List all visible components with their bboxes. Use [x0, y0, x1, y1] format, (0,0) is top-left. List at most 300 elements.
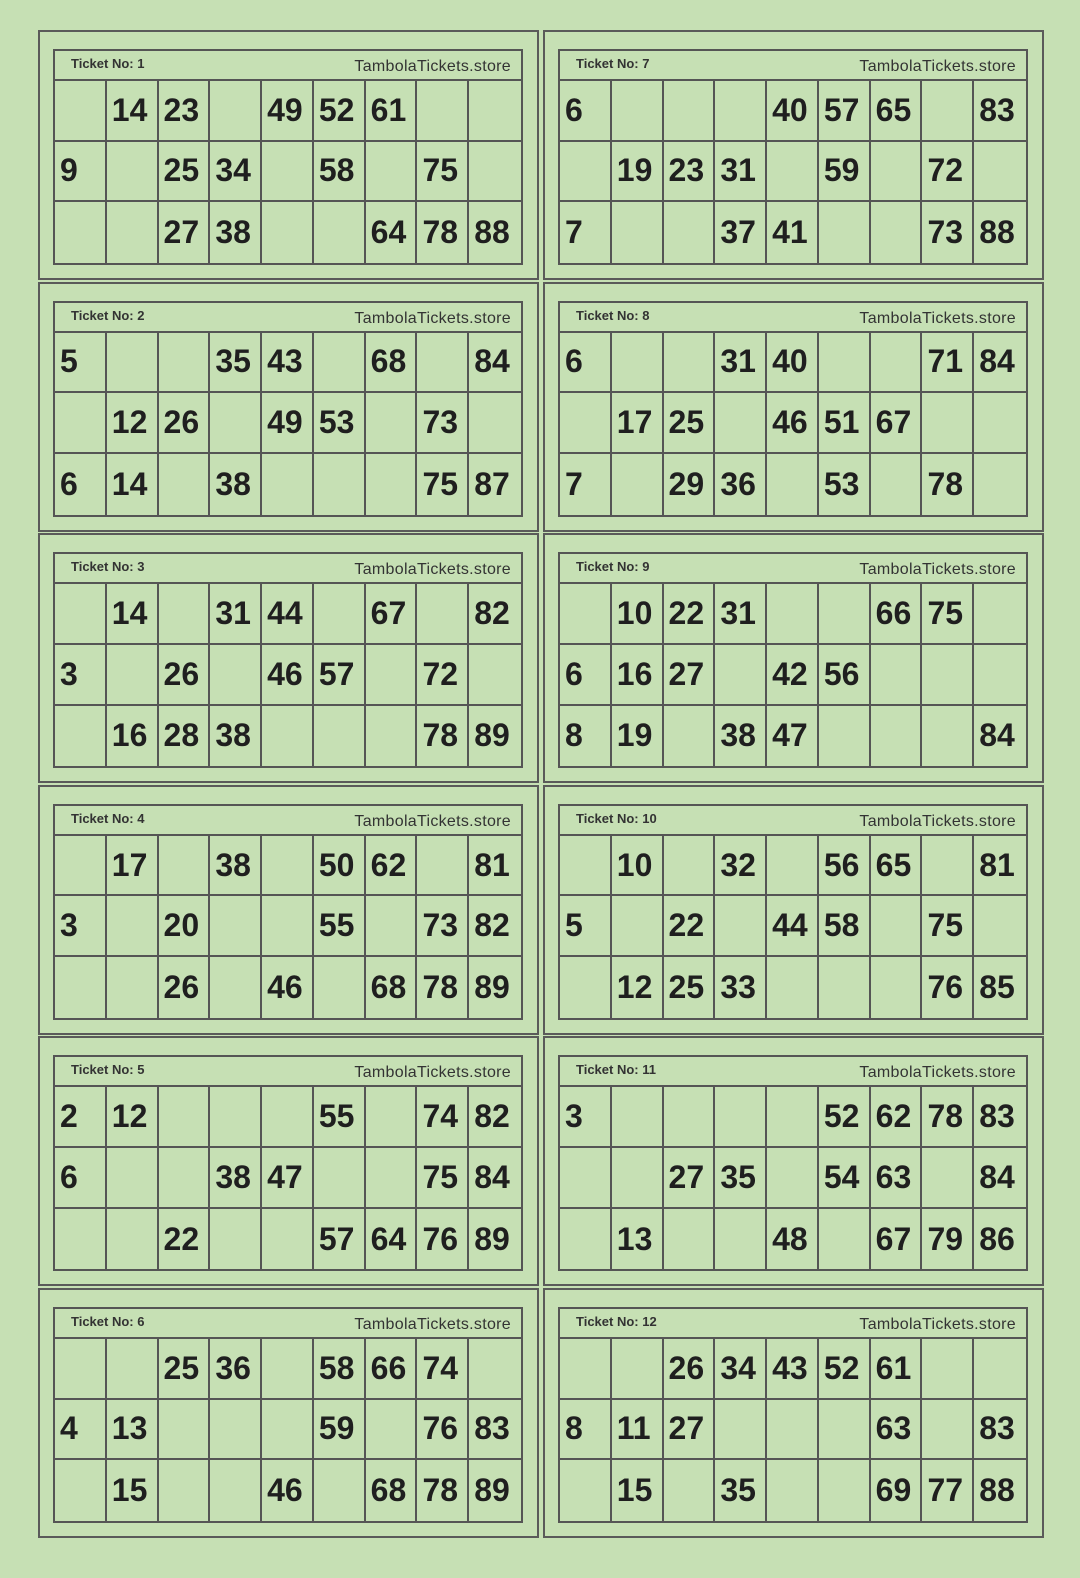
ticket-number: Ticket No: 12 [576, 1313, 657, 1329]
number-cell [55, 957, 107, 1018]
number-cell [612, 1148, 664, 1209]
site-label: TambolaTickets.store [354, 812, 511, 830]
number-cell: 12 [612, 957, 664, 1018]
number-cell: 89 [474, 717, 510, 754]
number-cell: 84 [974, 333, 1026, 394]
number-cell [159, 1148, 211, 1209]
number-cell: 15 [612, 1460, 664, 1521]
ticket-number: Ticket No: 10 [576, 810, 657, 826]
number-cell: 49 [262, 393, 314, 454]
number-cell: 69 [871, 1460, 923, 1521]
number-grid [560, 333, 1026, 515]
number-cell: 84 [469, 333, 521, 394]
ticket-header [560, 1309, 1026, 1339]
ticket-header [55, 806, 521, 836]
number-cell: 71 [922, 333, 974, 394]
number-cell [210, 1400, 262, 1461]
ticket-header [560, 303, 1026, 333]
number-cell [55, 1460, 107, 1521]
number-cell [210, 1209, 262, 1270]
number-cell: 88 [979, 1472, 1015, 1509]
number-cell: 76 [417, 1400, 469, 1461]
number-cell: 74 [417, 1339, 469, 1400]
number-cell: 68 [366, 1460, 418, 1521]
number-cell [469, 1339, 521, 1400]
number-cell: 63 [871, 1148, 923, 1209]
number-cell: 64 [366, 1209, 418, 1270]
number-cell: 44 [767, 896, 819, 957]
site-label: TambolaTickets.store [354, 1315, 511, 1333]
number-cell: 20 [159, 896, 211, 957]
number-cell: 26 [159, 645, 211, 706]
number-cell: 10 [612, 584, 664, 645]
number-cell [107, 1209, 159, 1270]
number-cell [262, 454, 314, 515]
number-cell [922, 393, 974, 454]
number-cell: 35 [715, 1460, 767, 1521]
number-cell: 10 [612, 836, 664, 897]
ticket-header [55, 303, 521, 333]
number-cell: 75 [417, 1148, 469, 1209]
number-cell: 40 [767, 81, 819, 142]
ticket-header [55, 1057, 521, 1087]
number-cell [922, 1148, 974, 1209]
ticket-header [560, 554, 1026, 584]
number-cell: 67 [871, 393, 923, 454]
number-cell: 8 [560, 706, 612, 767]
number-cell: 14 [107, 454, 159, 515]
ticket [38, 30, 539, 280]
number-cell: 3 [55, 645, 107, 706]
number-cell [469, 393, 521, 454]
number-cell [871, 202, 923, 263]
number-cell [974, 896, 1026, 957]
number-cell: 82 [469, 1087, 521, 1148]
number-cell [664, 333, 716, 394]
number-cell [819, 584, 871, 645]
number-cell [560, 584, 612, 645]
number-cell: 16 [612, 645, 664, 706]
number-cell: 68 [366, 333, 418, 394]
ticket-header [560, 51, 1026, 81]
number-cell: 27 [159, 202, 211, 263]
number-cell: 26 [664, 1339, 716, 1400]
number-cell [159, 584, 211, 645]
number-cell: 72 [922, 142, 974, 203]
number-cell: 48 [767, 1209, 819, 1270]
number-cell: 43 [767, 1339, 819, 1400]
number-cell [366, 645, 418, 706]
number-cell: 55 [314, 1087, 366, 1148]
number-cell [664, 1209, 716, 1270]
number-cell: 6 [560, 645, 612, 706]
number-cell: 35 [715, 1148, 767, 1209]
number-cell [612, 454, 664, 515]
number-cell: 25 [159, 1339, 211, 1400]
number-grid [55, 836, 521, 1018]
number-cell: 27 [664, 1148, 716, 1209]
ticket [38, 533, 539, 783]
number-cell [262, 1400, 314, 1461]
number-cell: 9 [55, 142, 107, 203]
number-cell: 29 [664, 454, 716, 515]
number-cell: 52 [314, 81, 366, 142]
number-cell [469, 645, 521, 706]
number-cell: 46 [767, 393, 819, 454]
number-cell [159, 333, 211, 394]
number-cell: 78 [417, 957, 469, 1018]
number-cell: 38 [210, 1148, 262, 1209]
number-cell: 14 [107, 584, 159, 645]
ticket-frame [53, 804, 523, 1020]
number-cell: 47 [262, 1148, 314, 1209]
number-grid [55, 584, 521, 766]
ticket [543, 282, 1044, 532]
number-cell [417, 333, 469, 394]
number-cell [159, 1460, 211, 1521]
ticket-number: Ticket No: 9 [576, 559, 650, 575]
ticket-frame [53, 1307, 523, 1523]
number-cell: 84 [979, 717, 1015, 754]
number-cell: 75 [417, 142, 469, 203]
number-cell: 61 [871, 1339, 923, 1400]
number-cell [159, 836, 211, 897]
number-cell [210, 393, 262, 454]
number-cell [612, 896, 664, 957]
number-cell: 38 [210, 706, 262, 767]
number-cell [560, 1339, 612, 1400]
number-cell: 62 [366, 836, 418, 897]
number-cell [210, 1460, 262, 1521]
number-cell [262, 1087, 314, 1148]
number-cell: 86 [979, 1220, 1015, 1257]
number-cell: 85 [979, 968, 1015, 1005]
number-cell: 89 [474, 1472, 510, 1509]
number-cell [922, 645, 974, 706]
number-cell [560, 957, 612, 1018]
number-cell [159, 1400, 211, 1461]
number-cell: 81 [469, 836, 521, 897]
ticket [38, 785, 539, 1035]
ticket [543, 533, 1044, 783]
number-cell: 17 [107, 836, 159, 897]
number-cell [767, 142, 819, 203]
number-cell: 59 [314, 1400, 366, 1461]
number-cell: 13 [107, 1400, 159, 1461]
number-cell: 5 [55, 333, 107, 394]
number-cell: 46 [262, 645, 314, 706]
number-cell: 22 [664, 584, 716, 645]
number-cell: 50 [314, 836, 366, 897]
number-cell: 23 [159, 81, 211, 142]
number-cell: 78 [922, 454, 974, 515]
number-cell [819, 1460, 871, 1521]
number-cell [262, 706, 314, 767]
number-cell [55, 81, 107, 142]
number-cell: 3 [560, 1087, 612, 1148]
number-cell [107, 1339, 159, 1400]
number-cell: 56 [819, 836, 871, 897]
number-cell [974, 645, 1026, 706]
ticket-frame [53, 301, 523, 517]
number-cell [871, 333, 923, 394]
number-cell [871, 957, 923, 1018]
number-cell [55, 836, 107, 897]
site-label: TambolaTickets.store [859, 561, 1016, 579]
number-grid [560, 836, 1026, 1018]
number-cell: 53 [314, 393, 366, 454]
ticket [38, 282, 539, 532]
number-cell [262, 1339, 314, 1400]
number-cell: 55 [314, 896, 366, 957]
number-cell [55, 1339, 107, 1400]
number-cell [767, 1460, 819, 1521]
number-cell [664, 202, 716, 263]
ticket-frame [558, 552, 1028, 768]
number-cell [715, 1209, 767, 1270]
number-cell: 84 [974, 1148, 1026, 1209]
number-cell: 6 [55, 1148, 107, 1209]
site-label: TambolaTickets.store [354, 1064, 511, 1082]
number-cell: 66 [871, 584, 923, 645]
number-grid [560, 1087, 1026, 1269]
number-cell [314, 706, 366, 767]
number-cell [922, 836, 974, 897]
number-cell: 73 [417, 896, 469, 957]
number-cell: 68 [366, 957, 418, 1018]
number-cell: 38 [210, 202, 262, 263]
number-cell: 32 [715, 836, 767, 897]
number-cell [664, 1087, 716, 1148]
ticket-frame [558, 301, 1028, 517]
number-cell [55, 584, 107, 645]
number-cell [560, 393, 612, 454]
number-cell [871, 142, 923, 203]
number-cell: 76 [922, 957, 974, 1018]
number-cell: 16 [107, 706, 159, 767]
number-cell: 79 [922, 1209, 974, 1270]
ticket-header [55, 554, 521, 584]
number-cell: 75 [922, 584, 974, 645]
ticket-number: Ticket No: 5 [71, 1062, 145, 1078]
number-cell: 54 [819, 1148, 871, 1209]
number-cell [366, 896, 418, 957]
number-cell: 6 [560, 81, 612, 142]
number-cell [417, 584, 469, 645]
number-cell [767, 584, 819, 645]
number-cell: 75 [417, 454, 469, 515]
number-cell: 57 [819, 81, 871, 142]
number-cell [560, 836, 612, 897]
number-cell [366, 142, 418, 203]
number-cell [262, 836, 314, 897]
number-cell: 74 [417, 1087, 469, 1148]
number-cell [262, 202, 314, 263]
number-cell: 82 [469, 584, 521, 645]
number-cell: 84 [469, 1148, 521, 1209]
number-cell [55, 393, 107, 454]
number-cell [107, 957, 159, 1018]
number-cell: 65 [871, 81, 923, 142]
number-cell: 38 [210, 836, 262, 897]
number-cell: 26 [159, 957, 211, 1018]
number-cell: 83 [974, 1400, 1026, 1461]
number-cell: 22 [664, 896, 716, 957]
number-cell: 37 [715, 202, 767, 263]
ticket-frame [53, 49, 523, 265]
number-cell [55, 706, 107, 767]
ticket-number: Ticket No: 2 [71, 307, 145, 323]
number-cell [417, 81, 469, 142]
number-cell [612, 333, 664, 394]
number-cell [767, 1400, 819, 1461]
number-cell [560, 142, 612, 203]
number-cell [664, 81, 716, 142]
number-cell [366, 1087, 418, 1148]
number-cell: 66 [366, 1339, 418, 1400]
number-cell [715, 645, 767, 706]
number-cell: 31 [715, 584, 767, 645]
number-cell: 25 [664, 957, 716, 1018]
number-cell [159, 1087, 211, 1148]
number-cell [715, 81, 767, 142]
number-cell: 81 [974, 836, 1026, 897]
number-cell: 36 [210, 1339, 262, 1400]
number-cell [366, 1400, 418, 1461]
ticket-frame [53, 552, 523, 768]
number-cell [314, 202, 366, 263]
number-cell [974, 393, 1026, 454]
number-cell: 27 [664, 1400, 716, 1461]
number-cell [55, 1209, 107, 1270]
number-cell: 82 [469, 896, 521, 957]
number-cell [871, 896, 923, 957]
number-cell: 67 [871, 1209, 923, 1270]
number-cell [819, 1400, 871, 1461]
number-cell [560, 1148, 612, 1209]
number-cell: 73 [417, 393, 469, 454]
number-cell: 34 [210, 142, 262, 203]
number-cell: 4 [55, 1400, 107, 1461]
number-cell: 40 [767, 333, 819, 394]
number-cell [974, 1339, 1026, 1400]
number-cell [107, 1148, 159, 1209]
number-cell: 28 [159, 706, 211, 767]
ticket-number: Ticket No: 4 [71, 810, 145, 826]
number-cell: 43 [262, 333, 314, 394]
number-cell [974, 584, 1026, 645]
number-cell: 62 [871, 1087, 923, 1148]
number-cell [210, 957, 262, 1018]
number-cell [819, 1209, 871, 1270]
number-cell [417, 836, 469, 897]
ticket-number: Ticket No: 6 [71, 1313, 145, 1329]
number-grid [560, 81, 1026, 263]
number-cell: 83 [974, 81, 1026, 142]
number-cell: 13 [612, 1209, 664, 1270]
ticket-frame [558, 804, 1028, 1020]
number-cell [767, 454, 819, 515]
number-cell [314, 333, 366, 394]
number-cell: 22 [159, 1209, 211, 1270]
number-cell [262, 1209, 314, 1270]
site-label: TambolaTickets.store [859, 309, 1016, 327]
number-cell [715, 393, 767, 454]
number-cell: 33 [715, 957, 767, 1018]
number-cell [469, 81, 521, 142]
number-cell: 23 [664, 142, 716, 203]
site-label: TambolaTickets.store [859, 1315, 1016, 1333]
ticket-frame [558, 1055, 1028, 1271]
number-cell [612, 202, 664, 263]
number-cell: 41 [767, 202, 819, 263]
number-cell [55, 202, 107, 263]
number-cell [612, 1339, 664, 1400]
number-cell: 89 [474, 968, 510, 1005]
number-cell: 35 [210, 333, 262, 394]
number-cell: 31 [210, 584, 262, 645]
number-cell: 47 [767, 706, 819, 767]
number-cell [210, 645, 262, 706]
number-cell: 52 [819, 1339, 871, 1400]
number-cell: 19 [612, 706, 664, 767]
number-cell [922, 1339, 974, 1400]
number-cell: 26 [159, 393, 211, 454]
number-cell: 87 [474, 465, 510, 502]
number-cell: 78 [417, 706, 469, 767]
number-cell [107, 896, 159, 957]
number-cell: 17 [612, 393, 664, 454]
number-cell: 77 [922, 1460, 974, 1521]
number-grid [55, 1087, 521, 1269]
number-cell: 8 [560, 1400, 612, 1461]
number-cell: 59 [819, 142, 871, 203]
number-cell: 51 [819, 393, 871, 454]
number-cell: 78 [417, 202, 469, 263]
number-cell [366, 393, 418, 454]
number-cell: 78 [417, 1460, 469, 1521]
number-cell: 88 [474, 214, 510, 251]
number-cell: 57 [314, 1209, 366, 1270]
number-cell [819, 706, 871, 767]
number-cell: 7 [560, 202, 612, 263]
ticket-frame [558, 49, 1028, 265]
number-grid [55, 81, 521, 263]
number-cell [107, 202, 159, 263]
number-cell [107, 645, 159, 706]
number-cell: 25 [159, 142, 211, 203]
number-cell [922, 81, 974, 142]
site-label: TambolaTickets.store [859, 58, 1016, 75]
number-grid [560, 584, 1026, 766]
number-cell: 56 [819, 645, 871, 706]
number-cell: 78 [922, 1087, 974, 1148]
number-cell: 58 [314, 1339, 366, 1400]
number-cell [715, 1087, 767, 1148]
number-cell [469, 142, 521, 203]
number-cell [922, 706, 974, 767]
number-cell: 88 [979, 214, 1015, 251]
number-cell [262, 142, 314, 203]
number-cell: 3 [55, 896, 107, 957]
number-cell: 6 [560, 333, 612, 394]
ticket-header [560, 806, 1026, 836]
number-cell [560, 1460, 612, 1521]
number-cell: 67 [366, 584, 418, 645]
number-cell: 7 [560, 454, 612, 515]
number-cell: 73 [922, 202, 974, 263]
site-label: TambolaTickets.store [354, 309, 511, 327]
